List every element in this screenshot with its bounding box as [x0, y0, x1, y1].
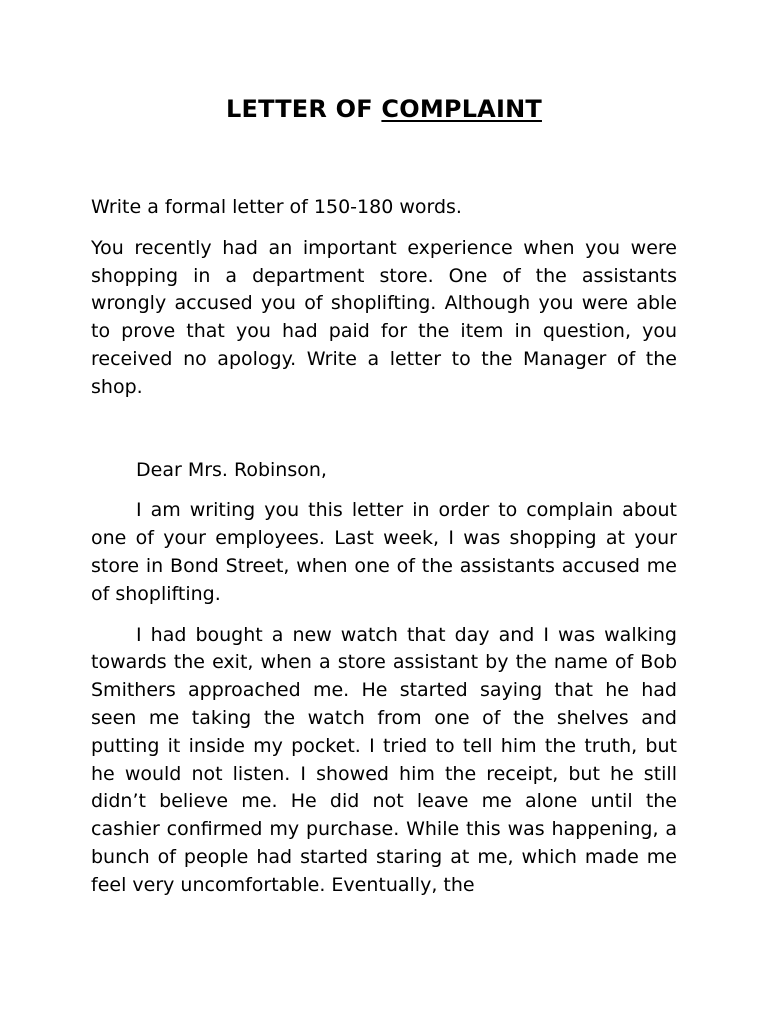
title-underlined-word: COMPLAINT: [381, 95, 542, 123]
task-description: You recently had an important experience when you were shopping in a department store. One of the assistants wrongly accused you of shoplifting. Although you were able to prove that you had paid for the item in question, you received no apology. Write a letter to the Manager of the shop.: [91, 236, 677, 398]
letter-salutation: Dear Mrs. Robinson,: [136, 458, 327, 481]
letter-paragraph: I had bought a new watch that day and I was walking towards the exit, when a store assistant by the name of Bob Smithers approached me. He started saying that he had seen me taking the watch from one of the shelves and putting it inside my pocket. I tried to tell him the truth, but he would not listen. I showed him the receipt, but he still didn’t believe me. He did not leave me alone until the cashier confirmed my purchase. While this was happening, a bunch of people had started staring at me, which made me feel very uncomfortable. Eventually, the: [91, 623, 677, 896]
title-prefix: LETTER OF: [226, 95, 382, 123]
instruction-text: Write a formal letter of 150-180 words.: [91, 196, 462, 218]
document-title: [91, 93, 677, 125]
letter-paragraph: I am writing you this letter in order to complain about one of your employees. Last week, I was shopping at your store in Bond Street, when one of the assistants accused me of shoplifting.: [91, 499, 677, 605]
document-page: [91, 93, 677, 900]
